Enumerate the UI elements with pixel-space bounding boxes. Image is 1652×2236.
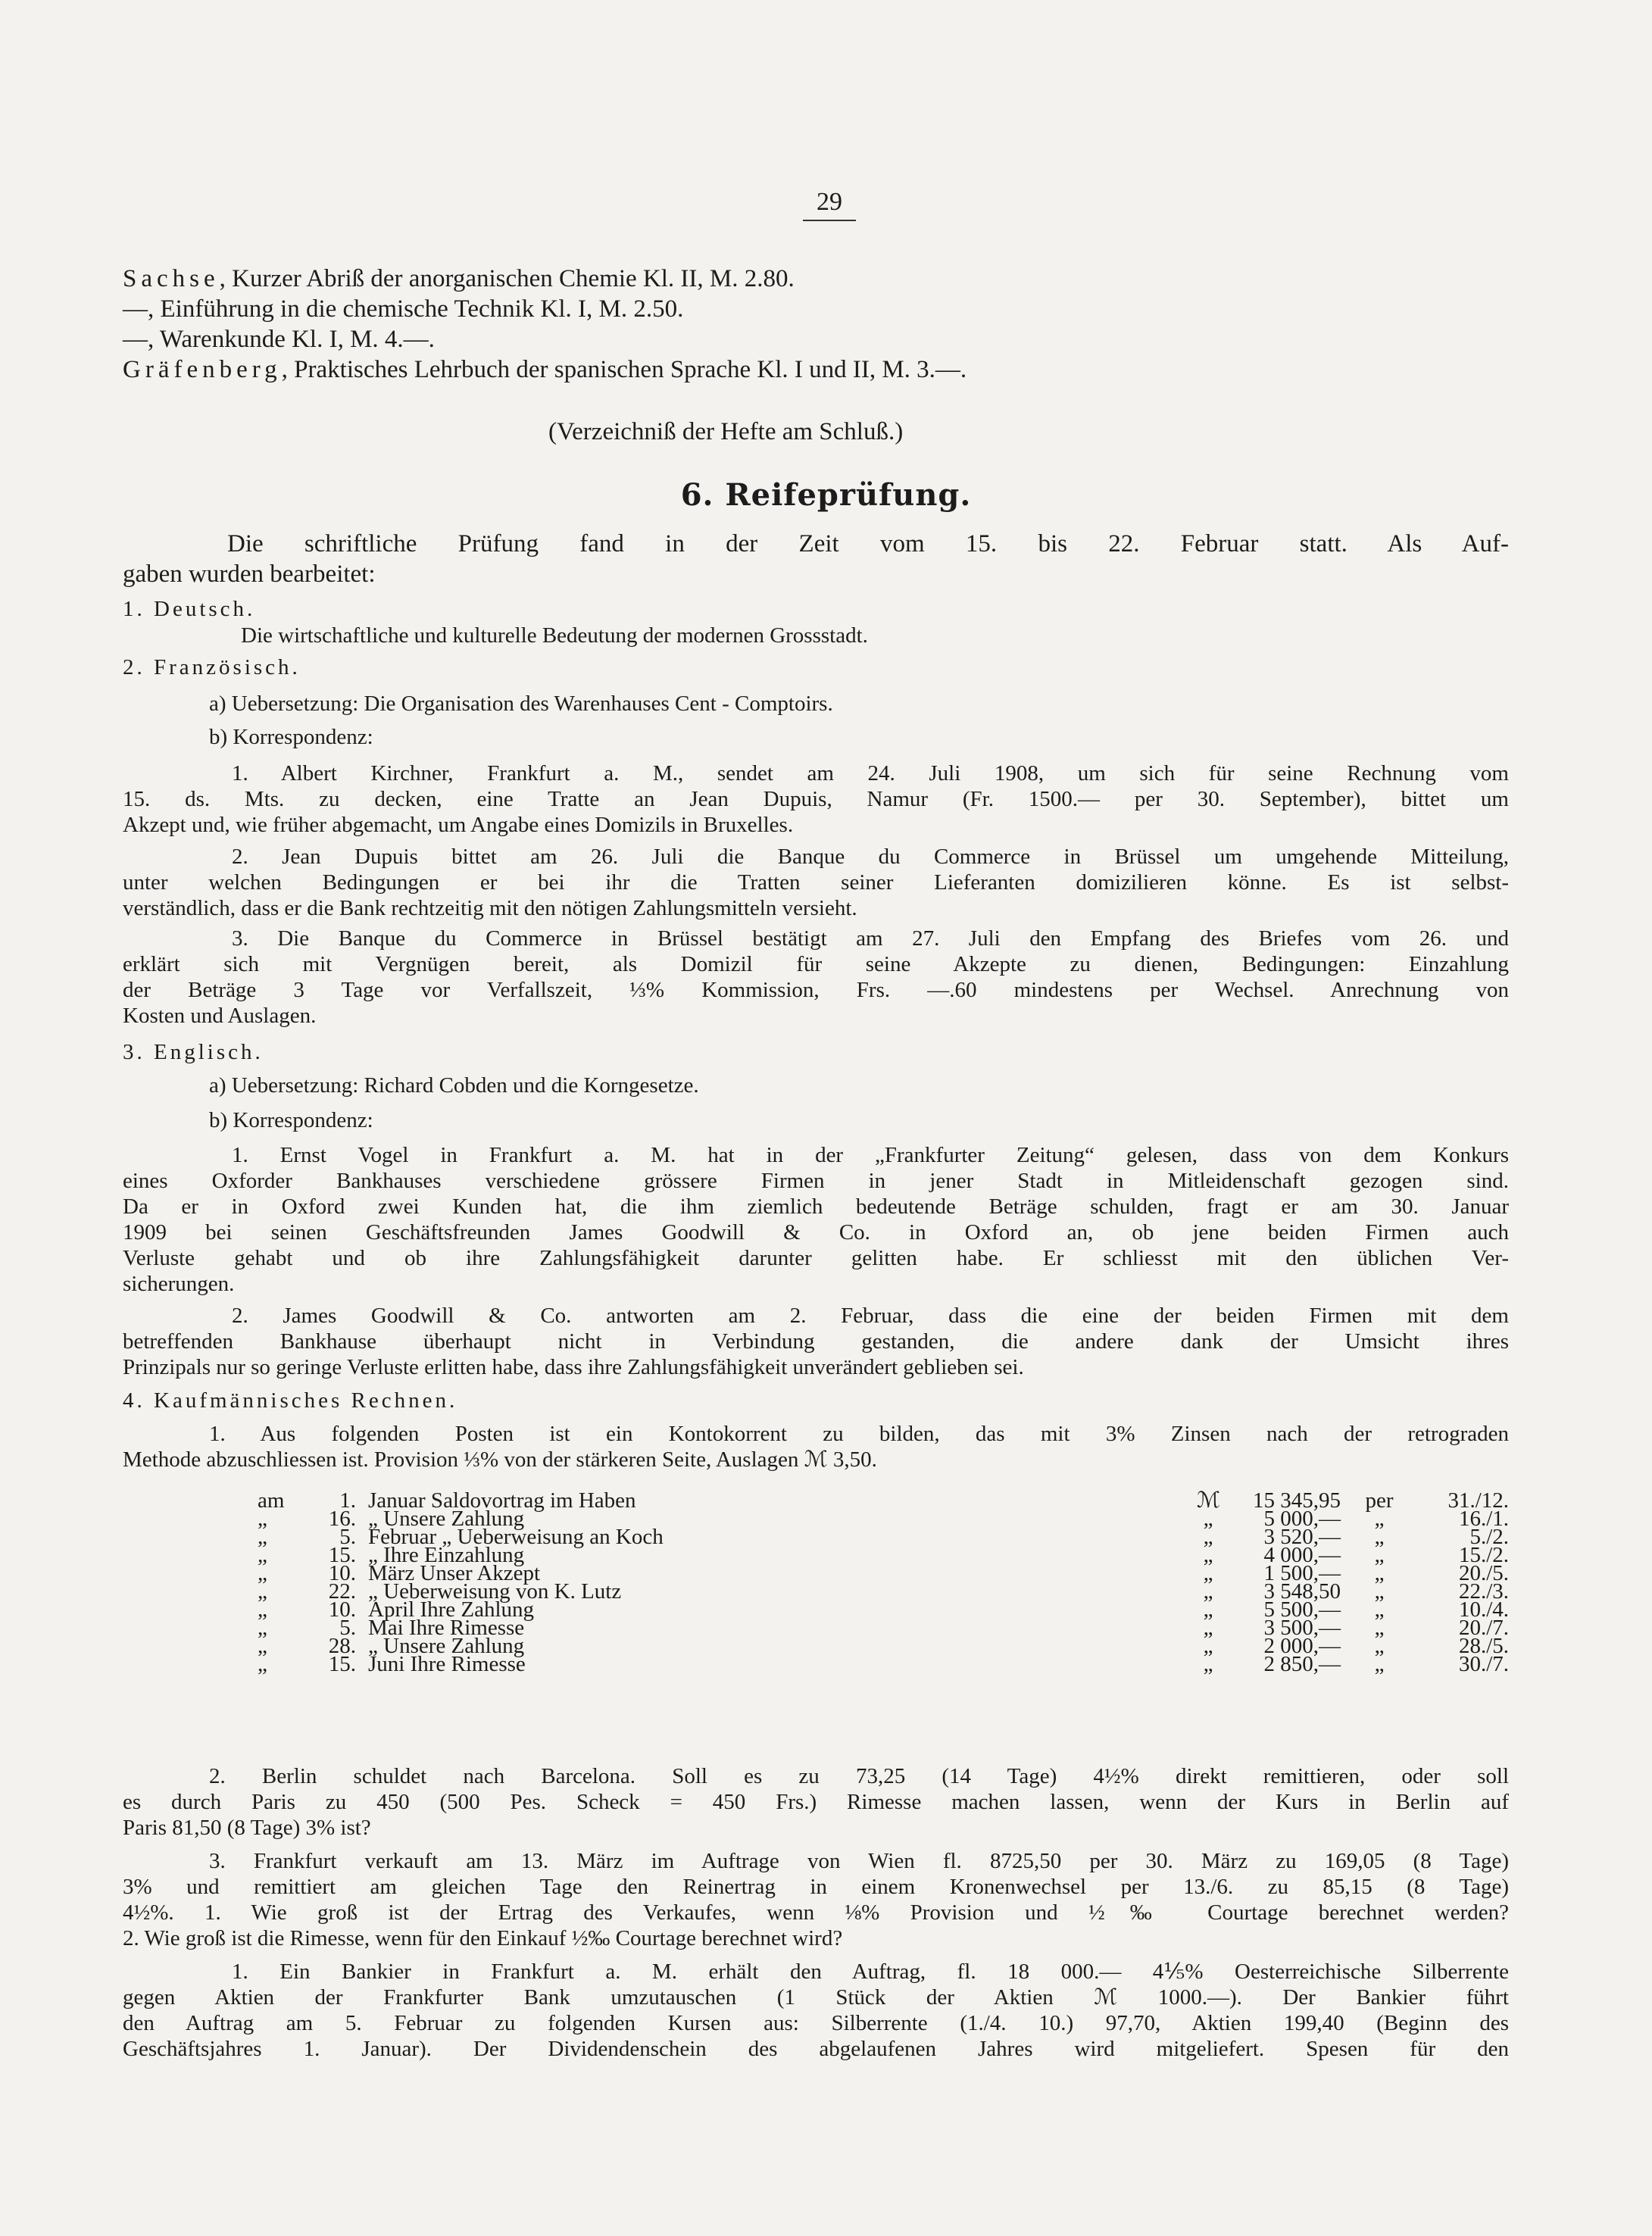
franz-p3-line: 3. Die Banque du Commerce in Brüssel bestätigt am 27. Juli den Empfang des Briefes vom 26. und	[232, 926, 1509, 951]
subject-label-franzoesisch: 2. Französisch.	[123, 655, 301, 679]
ledger-description: Mai Ihre Rimesse	[368, 1616, 525, 1640]
ledger-description: Januar Saldovortrag im Haben	[368, 1488, 636, 1513]
ledger-value-date: 20./7.	[1458, 1616, 1509, 1640]
ledger-prefix: „	[258, 1507, 267, 1531]
ledger-per: „	[1374, 1652, 1385, 1676]
ledger-description: Februar „ Ueberweisung an Koch	[368, 1525, 664, 1549]
book-text: , Praktisches Lehrbuch der spanischen Sprache Kl. I und II, M. 3.—.	[281, 356, 967, 383]
ledger-description: „ Unsere Zahlung	[368, 1634, 525, 1658]
rechnen-p2-line: 2. Berlin schuldet nach Barcelona. Soll es zu 73,25 (14 Tage) 4½% direkt remittieren, oder soll	[209, 1764, 1509, 1788]
ledger-currency: „	[1203, 1543, 1213, 1567]
subject-label-rechnen: 4. Kaufmännisches Rechnen.	[123, 1388, 458, 1413]
rechnen-p2-line: es durch Paris zu 450 (500 Pes. Scheck = 450 Frs.) Rimesse machen lassen, wenn der Kurs in Berlin auf	[123, 1790, 1509, 1814]
franz-p2-line: 2. Jean Dupuis bittet am 26. Juli die Banque du Commerce in Brüssel um umgehende Mitteilung,	[232, 845, 1509, 869]
franz-p2-line: verständlich, dass er die Bank rechtzeitig mit den nötigen Zahlungsmitteln versieht.	[123, 896, 857, 920]
ledger-currency: „	[1203, 1561, 1213, 1585]
ledger-value-date: 10./4.	[1458, 1597, 1509, 1622]
franz-correspondence-label: b) Korrespondenz:	[209, 725, 373, 749]
ledger-amount: 2 850,—	[1263, 1652, 1341, 1676]
engl-correspondence-label: b) Korrespondenz:	[209, 1108, 373, 1132]
ledger-per: „	[1374, 1616, 1385, 1640]
ledger-description: März Unser Akzept	[368, 1561, 541, 1585]
rechnen-p4-line: 1. Ein Bankier in Frankfurt a. M. erhält den Auftrag, fl. 18 000.— 4⅕% Oesterreichische Silberrente	[232, 1960, 1509, 1984]
ledger-amount: 15 345,95	[1253, 1488, 1341, 1513]
rechnen-p2-line: Paris 81,50 (8 Tage) 3% ist?	[123, 1816, 371, 1840]
rechnen-p4-line: gegen Aktien der Frankfurter Bank umzutauschen (1 Stück der Aktien ℳ 1000.—). Der Bankier führt	[123, 1985, 1509, 2010]
book-author: Gräfenberg	[123, 356, 282, 383]
engl-p2-line: 2. James Goodwill & Co. antworten am 2. Februar, dass die eine der beiden Firmen mit dem	[232, 1304, 1509, 1328]
engl-p1-line: Verluste gehabt und ob ihre Zahlungsfähigkeit darunter gelitten habe. Er schliesst mit den üblichen Ver-	[123, 1246, 1509, 1270]
intro-line: gaben wurden bearbeitet:	[123, 561, 376, 588]
ledger-amount: 3 500,—	[1263, 1616, 1341, 1640]
rechnen-p4-line: den Auftrag am 5. Februar zu folgenden Kursen aus: Silberrente (1./4. 10.) 97,70, Aktien 199,40 (Beginn des	[123, 2011, 1509, 2035]
ledger-amount: 4 000,—	[1263, 1543, 1341, 1567]
ledger-currency: „	[1203, 1525, 1213, 1549]
ledger-value-date: 20./5.	[1458, 1561, 1509, 1585]
franz-p3-line: erklärt sich mit Vergnügen bereit, als Domizil für seine Akzepte zu dienen, Bedingungen: Einzahlung	[123, 952, 1509, 976]
ledger-day: 10.	[328, 1597, 356, 1622]
franz-translation: a) Uebersetzung: Die Organisation des Warenhauses Cent - Comptoirs.	[209, 692, 833, 716]
ledger-value-date: 5./2.	[1469, 1525, 1509, 1549]
engl-p1-line: 1909 bei seinen Geschäftsfreunden James Goodwill & Co. in Oxford an, ob jene beiden Firmen auch	[123, 1220, 1509, 1244]
franz-p1-line: 1. Albert Kirchner, Frankfurt a. M., sendet am 24. Juli 1908, um sich für seine Rechnung vom	[232, 761, 1509, 785]
ledger-value-date: 28./5.	[1458, 1634, 1509, 1658]
ledger-description: „ Ihre Einzahlung	[368, 1543, 525, 1567]
book-entry	[123, 324, 1509, 354]
ledger-amount: 5 000,—	[1263, 1507, 1341, 1531]
franz-p2-line: unter welchen Bedingungen er bei ihr die Tratten seiner Lieferanten domizilieren könne. Es ist selbst-	[123, 870, 1509, 895]
ledger-per: „	[1374, 1525, 1385, 1549]
ledger-prefix: „	[258, 1561, 267, 1585]
ledger-day: 15.	[328, 1543, 356, 1567]
ledger-currency: „	[1203, 1616, 1213, 1640]
ledger-value-date: 16./1.	[1458, 1507, 1509, 1531]
ledger-prefix: „	[258, 1579, 267, 1604]
ledger-value-date: 31./12.	[1447, 1488, 1509, 1513]
rechnen-p3-line: 4½%. 1. Wie groß ist der Ertrag des Verkaufes, wenn ⅛% Provision und ½‰ Courtage berechnet werden?	[123, 1900, 1509, 1925]
rechnen-p1-line: 1. Aus folgenden Posten ist ein Kontokorrent zu bilden, das mit 3% Zinsen nach der retrograden	[209, 1422, 1509, 1446]
engl-p2-line: Prinzipals nur so geringe Verluste erlitten habe, dass ihre Zahlungsfähigkeit unverändert geblieben sei.	[123, 1355, 1024, 1379]
page-number: 29	[803, 188, 856, 221]
franz-p3-line: Kosten und Auslagen.	[123, 1004, 317, 1028]
intro-line: Die schriftliche Prüfung fand in der Zeit vom 15. bis 22. Februar statt. Als Auf-	[227, 530, 1509, 557]
ledger-prefix: „	[258, 1525, 267, 1549]
ledger-day: 1.	[339, 1488, 356, 1513]
ledger-description: April Ihre Zahlung	[368, 1597, 535, 1622]
book-text: , Kurzer Abriß der anorganischen Chemie Kl. II, M. 2.80.	[219, 265, 795, 292]
ledger-per: „	[1374, 1634, 1385, 1658]
rechnen-p3-line: 2. Wie groß ist die Rimesse, wenn für den Einkauf ½‰ Courtage berechnet wird?	[123, 1926, 843, 1950]
ledger-per: „	[1374, 1597, 1385, 1622]
franz-p1-line: 15. ds. Mts. zu decken, eine Tratte an Jean Dupuis, Namur (Fr. 1500.— per 30. September), bittet um	[123, 787, 1509, 811]
ledger-prefix: „	[258, 1543, 267, 1567]
ledger-description: „ Unsere Zahlung	[368, 1507, 525, 1531]
ledger-amount: 1 500,—	[1263, 1561, 1341, 1585]
ledger-value-date: 22./3.	[1458, 1579, 1509, 1604]
ledger-day: 28.	[328, 1634, 356, 1658]
ledger-amount: 2 000,—	[1263, 1634, 1341, 1658]
ledger-day: 22.	[328, 1579, 356, 1604]
ledger-prefix: „	[258, 1597, 267, 1622]
ledger-per: „	[1374, 1561, 1385, 1585]
ledger-value-date: 30./7.	[1458, 1652, 1509, 1676]
book-text: —, Warenkunde Kl. I, M. 4.—.	[123, 326, 435, 353]
engl-p1-line: eines Oxforder Bankhauses verschiedene grössere Firmen in jener Stadt in Mitleidenschaft gezogen sind.	[123, 1169, 1509, 1193]
rechnen-p4-line: Geschäftsjahres 1. Januar). Der Dividendenschein des abgelaufenen Jahres wird mitgeliefert. Spesen für den	[123, 2037, 1509, 2061]
ledger-value-date: 15./2.	[1458, 1543, 1509, 1567]
book-author: Sachse	[123, 265, 220, 292]
subject-label-englisch: 3. Englisch.	[123, 1040, 264, 1064]
book-list-note: (Verzeichniß der Hefte am Schluß.)	[548, 418, 904, 445]
ledger-amount: 3 520,—	[1263, 1525, 1341, 1549]
ledger-per: „	[1374, 1507, 1385, 1531]
ledger-per: per	[1365, 1488, 1394, 1513]
ledger-currency: „	[1203, 1597, 1213, 1622]
ledger-currency: „	[1203, 1507, 1213, 1531]
section-heading: 6. Reifeprüfung.	[680, 477, 972, 513]
rechnen-p3-line: 3% und remittiert am gleichen Tage den Reinertrag in einem Kronenwechsel per 13./6. zu 85,15 (8 Tage)	[123, 1875, 1509, 1899]
ledger-day: 5.	[339, 1616, 356, 1640]
ledger-currency: ℳ	[1197, 1488, 1221, 1513]
ledger-prefix: am	[258, 1488, 285, 1513]
rechnen-p1-line: Methode abzuschliessen ist. Provision ⅓% von der stärkeren Seite, Auslagen ℳ 3,50.	[123, 1447, 877, 1472]
ledger-currency: „	[1203, 1652, 1213, 1676]
ledger-amount: 5 500,—	[1263, 1597, 1341, 1622]
ledger-prefix: „	[258, 1634, 267, 1658]
engl-p1-line: Da er in Oxford zwei Kunden hat, die ihm ziemlich bedeutende Beträge schulden, fragt er am 30. Januar	[123, 1195, 1509, 1219]
ledger-day: 5.	[339, 1525, 356, 1549]
ledger-description: „ Ueberweisung von K. Lutz	[368, 1579, 622, 1604]
ledger-prefix: „	[258, 1616, 267, 1640]
ledger-day: 15.	[328, 1652, 356, 1676]
subject-label-deutsch: 1. Deutsch.	[123, 597, 256, 621]
ledger-per: „	[1374, 1543, 1385, 1567]
ledger-currency: „	[1203, 1634, 1213, 1658]
engl-p1-line: 1. Ernst Vogel in Frankfurt a. M. hat in der „Frankfurter Zeitung“ gelesen, dass von dem Konkurs	[232, 1143, 1509, 1167]
ledger-description: Juni Ihre Rimesse	[368, 1652, 526, 1676]
franz-p1-line: Akzept und, wie früher abgemacht, um Angabe eines Domizils in Bruxelles.	[123, 813, 794, 837]
ledger-amount: 3 548,50	[1263, 1579, 1341, 1604]
engl-p1-line: sicherungen.	[123, 1272, 235, 1296]
book-entry	[123, 264, 1509, 294]
book-entry	[123, 294, 1509, 324]
engl-p2-line: betreffenden Bankhause überhaupt nicht in Verbindung gestanden, die andere dank der Umsicht ihres	[123, 1329, 1509, 1354]
ledger-currency: „	[1203, 1579, 1213, 1604]
book-entry	[123, 354, 1509, 385]
franz-p3-line: der Beträge 3 Tage vor Verfallszeit, ⅓% Kommission, Frs. —.60 mindestens per Wechsel. Anrechnung von	[123, 978, 1509, 1002]
deutsch-topic: Die wirtschaftliche und kulturelle Bedeutung der modernen Grossstadt.	[241, 623, 868, 648]
ledger-day: 10.	[328, 1561, 356, 1585]
ledger-day: 16.	[328, 1507, 356, 1531]
ledger-prefix: „	[258, 1652, 267, 1676]
ledger-per: „	[1374, 1579, 1385, 1604]
book-text: —, Einführung in die chemische Technik Kl. I, M. 2.50.	[123, 295, 684, 323]
engl-translation: a) Uebersetzung: Richard Cobden und die Korngesetze.	[209, 1073, 699, 1098]
rechnen-p3-line: 3. Frankfurt verkauft am 13. März im Auftrage von Wien fl. 8725,50 per 30. März zu 169,05 (8 Tage)	[209, 1849, 1509, 1873]
